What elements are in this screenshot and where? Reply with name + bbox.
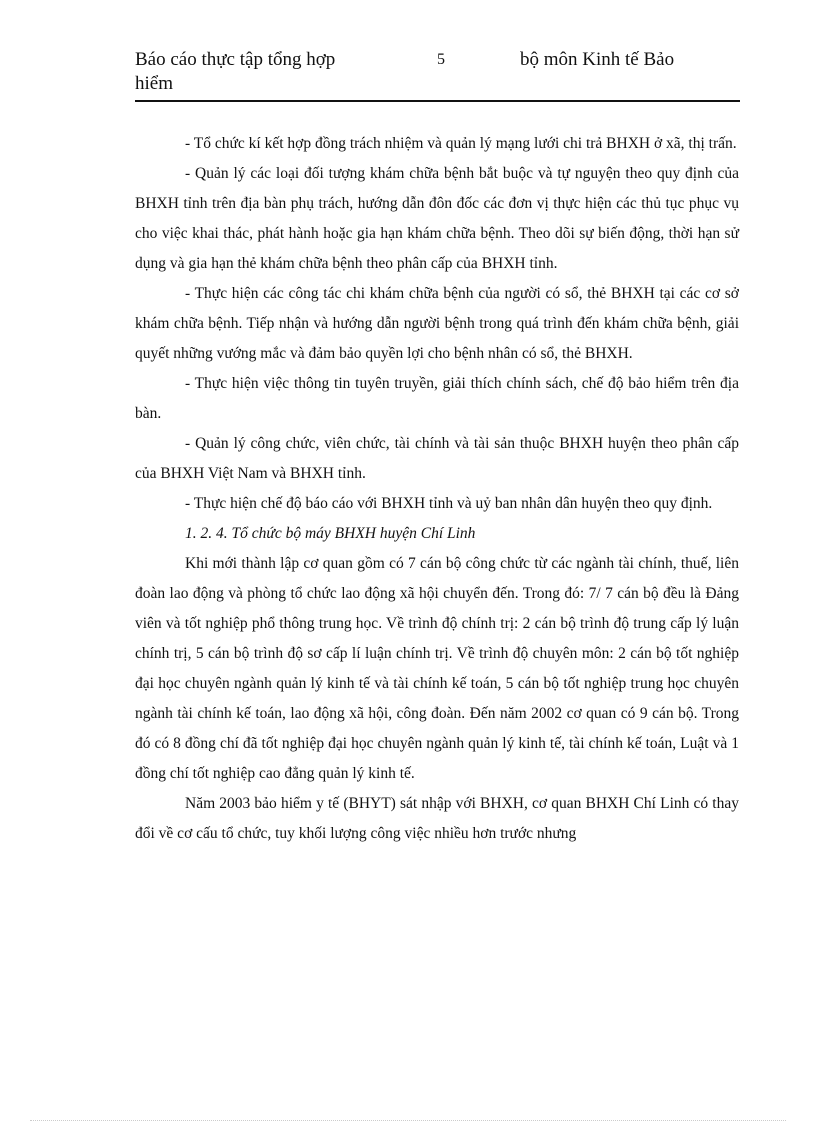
- page-bottom-border: [30, 1120, 786, 1121]
- paragraph: Năm 2003 bảo hiểm y tế (BHYT) sát nhập với BHXH, cơ quan BHXH Chí Linh có thay đổi về cơ cấu tổ chức, tuy khối lượng công việc nhiều hơn trước nhưng: [135, 795, 739, 842]
- header-title-left: Báo cáo thực tập tổng hợp: [135, 49, 336, 70]
- section-heading: 1. 2. 4. Tổ chức bộ máy BHXH huyện Chí Linh: [185, 525, 476, 542]
- paragraph: - Tổ chức kí kết hợp đồng trách nhiệm và quản lý mạng lưới chi trả BHXH ở xã, thị trấn.: [185, 135, 737, 152]
- paragraph: - Quản lý công chức, viên chức, tài chính và tài sản thuộc BHXH huyện theo phân cấp của BHXH Việt Nam và BHXH tỉnh.: [135, 435, 739, 482]
- paragraph: Khi mới thành lập cơ quan gồm có 7 cán bộ công chức từ các ngành tài chính, thuế, liên đoàn lao động và phòng tổ chức lao động xã hội chuyển đến. Trong đó: 7/ 7 cán bộ đều là Đảng viên và tốt nghiệp phổ thông trung học. Về trình độ chính trị: 2 cán bộ trình độ trung cấp lý luận chính trị, 5 cán bộ trình độ sơ cấp lí luận chính trị. Về trình độ chuyên môn: 2 cán bộ tốt nghiệp đại học chuyên ngành quản lý kinh tế và tài chính kế toán, 5 cán bộ tốt nghiệp trung học chuyên ngành tài chính kế toán, lao động xã hội, công đoàn. Đến năm 2002 cơ quan có 9 cán bộ. Trong đó có 8 đồng chí đã tốt nghiệp đại học chuyên ngành quản lý kinh tế, tài chính kế toán, Luật và 1 đồng chí tốt nghiệp cao đẳng quản lý kinh tế.: [135, 555, 739, 782]
- document-body: [135, 129, 739, 849]
- header-title-left-continued: hiểm: [135, 73, 173, 94]
- paragraph: - Thực hiện việc thông tin tuyên truyền, giải thích chính sách, chế độ bảo hiểm trên địa bàn.: [135, 375, 739, 422]
- paragraph: - Quản lý các loại đối tượng khám chữa bệnh bắt buộc và tự nguyện theo quy định của BHXH tỉnh trên địa bàn phụ trách, hướng dẫn đôn đốc các đơn vị thực hiện các thủ tục phục vụ cho việc khai thác, phát hành hoặc gia hạn khám chữa bệnh. Theo dõi sự biến động, thời hạn sử dụng và gia hạn thẻ khám chữa bệnh theo phân cấp của BHXH tỉnh.: [135, 165, 739, 272]
- paragraph: - Thực hiện các công tác chi khám chữa bệnh của người có sổ, thẻ BHXH tại các cơ sở khám chữa bệnh. Tiếp nhận và hướng dẫn người bệnh trong quá trình đến khám chữa bệnh, giải quyết những vướng mắc và đảm bảo quyền lợi cho bệnh nhân có sổ, thẻ BHXH.: [135, 285, 739, 362]
- page-header: [135, 48, 740, 102]
- paragraph: - Thực hiện chế độ báo cáo với BHXH tỉnh và uỷ ban nhân dân huyện theo quy định.: [185, 495, 713, 512]
- header-title-right: bộ môn Kinh tế Bảo: [520, 49, 675, 70]
- page-number: 5: [437, 51, 445, 68]
